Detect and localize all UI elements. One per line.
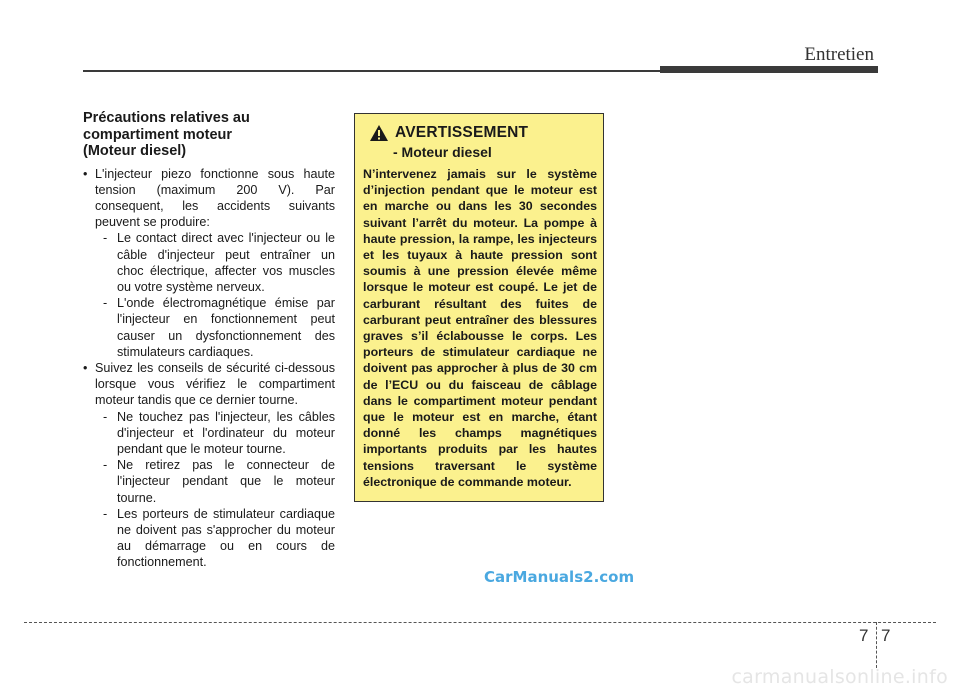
- warning-text: N’intervenez jamais sur le système d’injection pendant que le moteur est en marche ou dans les 30 secondes suivant l’arrêt du moteur. La pompe à haute pression, la rampe, les injecteurs et les tuyaux à haute pression sont soumis à une pression élevée même lorsque le moteur est coupé. Le jet de carburant résultant des fuites de carburant peut entraîner des blessures graves s’il éclabousse le corps. Les porteurs de stimulateur cardiaque ne doivent pas approcher à plus de 30 cm de l’ECU ou du faisceau de câblage dans le compartiment moteur pendant que le moteur est en marche, étant donné les champs magnétiques importants produits par les hautes tensions traversant le système électronique de commande moteur.: [363, 167, 597, 489]
- warning-subtitle: - Moteur diesel: [393, 144, 492, 160]
- header-rule-thick: [660, 66, 878, 73]
- sub-item: - Les porteurs de stimulateur cardiaque ne doivent pas s'approcher du moteur au démarrage ou en cours de fonctionnement.: [95, 506, 335, 571]
- heading-line-3: (Moteur diesel): [83, 143, 187, 159]
- header-rule-thin: [83, 70, 661, 72]
- sub-item: - L'onde électromagnétique émise par l'injecteur en fonctionnement peut causer un dysfonctionnement des stimulateurs cardiaques.: [95, 295, 335, 360]
- sub-item: - Ne touchez pas l'injecteur, les câbles d'injecteur et l'ordinateur du moteur pendant que le moteur tourne.: [95, 409, 335, 458]
- bullet-item: • Suivez les conseils de sécurité ci-dessous lorsque vous vérifiez le compartiment moteur tandis que ce dernier tourne.: [83, 360, 335, 409]
- header-title: Entretien: [804, 44, 874, 65]
- warning-triangle-icon: [369, 124, 389, 142]
- footer-divider: [876, 622, 877, 668]
- watermark-carmanuals2: CarManuals2.com: [484, 568, 635, 586]
- sub-item: - Le contact direct avec l'injecteur ou le câble d'injecteur peut entraîner un choc électrique, affecter vos muscles ou votre système nerveux.: [95, 230, 335, 295]
- warning-title: AVERTISSEMENT: [395, 124, 529, 141]
- precautions-section: [83, 110, 335, 571]
- warning-box: [354, 113, 604, 502]
- page-chapter-number: 7: [859, 626, 869, 645]
- warning-header: [369, 124, 597, 142]
- page-number: 7: [881, 626, 891, 645]
- bullet-item: • L'injecteur piezo fonctionne sous haute tension (maximum 200 V). Par consequent, les accidents suivants peuvent se produire:: [83, 166, 335, 231]
- heading-line-1: Précautions relatives au: [83, 110, 250, 126]
- watermark-carmanualsonline: carmanualsonline.info: [731, 666, 948, 688]
- sub-item: - Ne retirez pas le connecteur de l'injecteur pendant que le moteur tourne.: [95, 457, 335, 506]
- footer-rule: [24, 622, 936, 623]
- section-heading: [83, 110, 335, 160]
- heading-line-2: compartiment moteur: [83, 126, 233, 143]
